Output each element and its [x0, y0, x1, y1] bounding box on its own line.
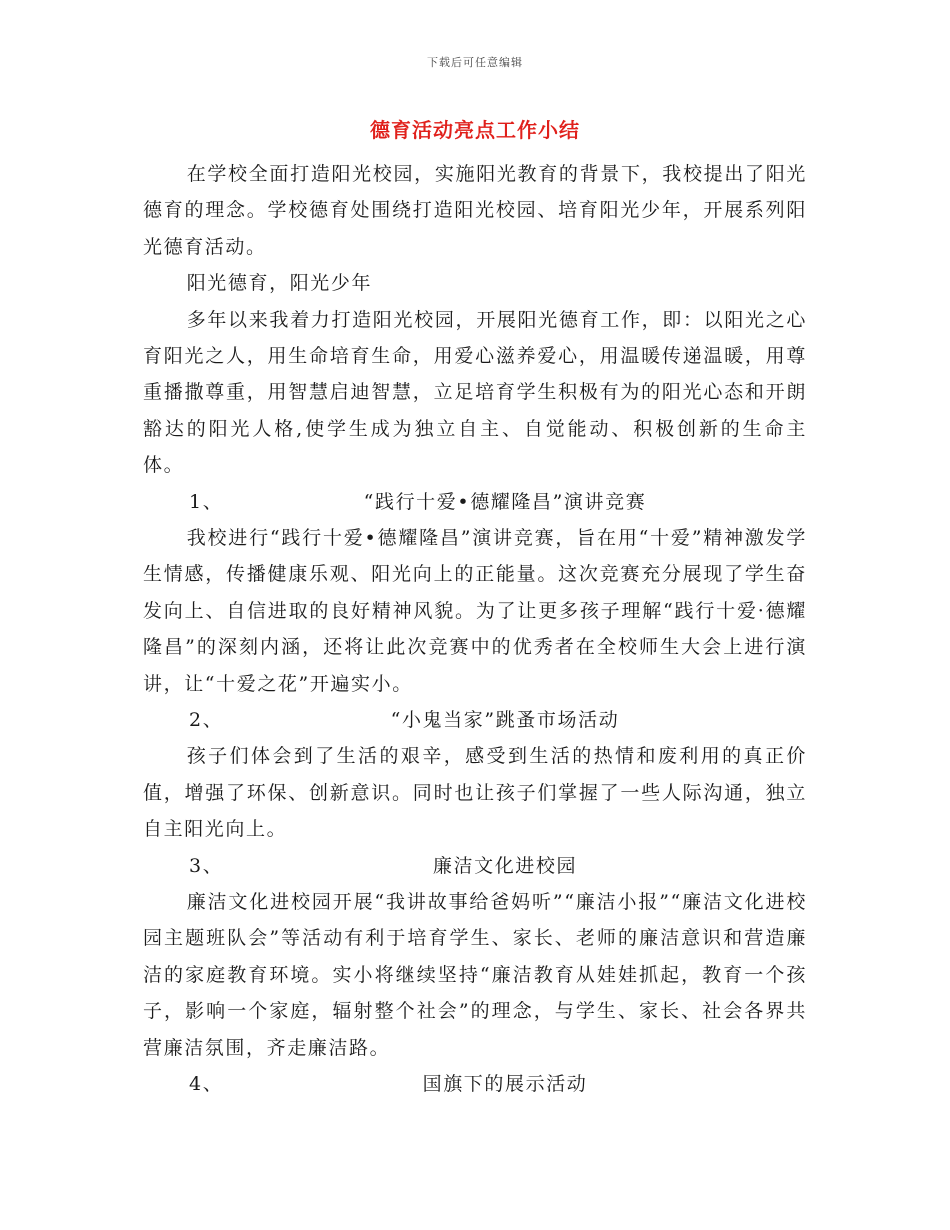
section-1-paragraph: 我校进行“践行十爱•德耀隆昌”演讲竞赛，旨在用“十爱”精神激发学生情感，传播健康乐观、阳光向上的正能量。这次竞赛充分展现了学生奋发向上、自信进取的良好精神风貌。为了让更多孩子理解“践行十爱·德耀隆昌”的深刻内涵，还将让此次竞赛中的优秀者在全校师生大会上进行演讲，让“十爱之花”开遍实小。 — [143, 527, 807, 695]
section-number: 2、 — [189, 709, 224, 732]
subtitle-line: 阳光德育，阳光少年 — [186, 272, 373, 295]
section-number: 4、 — [189, 1073, 224, 1096]
intro-paragraph: 在学校全面打造阳光校园，实施阳光教育的背景下，我校提出了阳光德育的理念。学校德育处围绕打造阳光校园、培育阳光少年，开展系列阳光德育活动。 — [143, 163, 807, 258]
section-title: 国旗下的展示活动 — [422, 1073, 588, 1096]
section-number: 1、 — [189, 490, 224, 513]
section-3-paragraph: 廉洁文化进校园开展“我讲故事给爸妈听”“廉洁小报”“廉洁文化进校园主题班队会”等活动有利于培育学生、家长、老师的廉洁意识和营造廉洁的家庭教育环境。实小将继续坚持“廉洁教育从娃娃抓起，教育一个孩子，影响一个家庭，辐射整个社会”的理念，与学生、家长、社会各界共营廉洁氛围，齐走廉洁路。 — [143, 891, 807, 1059]
section-heading-3 — [143, 848, 807, 884]
section-2-paragraph: 孩子们体会到了生活的艰辛，感受到生活的热情和废利用的真正价值，增强了环保、创新意识。同时也让孩子们掌握了一些人际沟通，独立自主阳光向上。 — [143, 745, 807, 841]
section-title: 廉洁文化进校园 — [432, 854, 578, 877]
section-heading-2 — [143, 702, 807, 738]
section-title: “践行十爱•德耀隆昌”演讲竞赛 — [363, 490, 647, 513]
section-title: “小鬼当家”跳蚤市场活动 — [390, 709, 620, 732]
section-heading-4 — [143, 1066, 807, 1102]
section-heading-1 — [143, 484, 807, 520]
header-note: 下载后可任意编辑 — [427, 56, 523, 69]
document-body — [143, 156, 807, 1103]
section-number: 3、 — [189, 854, 224, 877]
document-title: 德育活动亮点工作小结 — [370, 118, 580, 142]
overview-paragraph: 多年以来我着力打造阳光校园，开展阳光德育工作，即：以阳光之心育阳光之人，用生命培育生命，用爱心滋养爱心，用温暖传递温暖，用尊重播撒尊重，用智慧启迪智慧，立足培育学生积极有为的阳光心态和开朗豁达的阳光人格,使学生成为独立自主、自觉能动、积极创新的生命主体。 — [143, 308, 807, 477]
